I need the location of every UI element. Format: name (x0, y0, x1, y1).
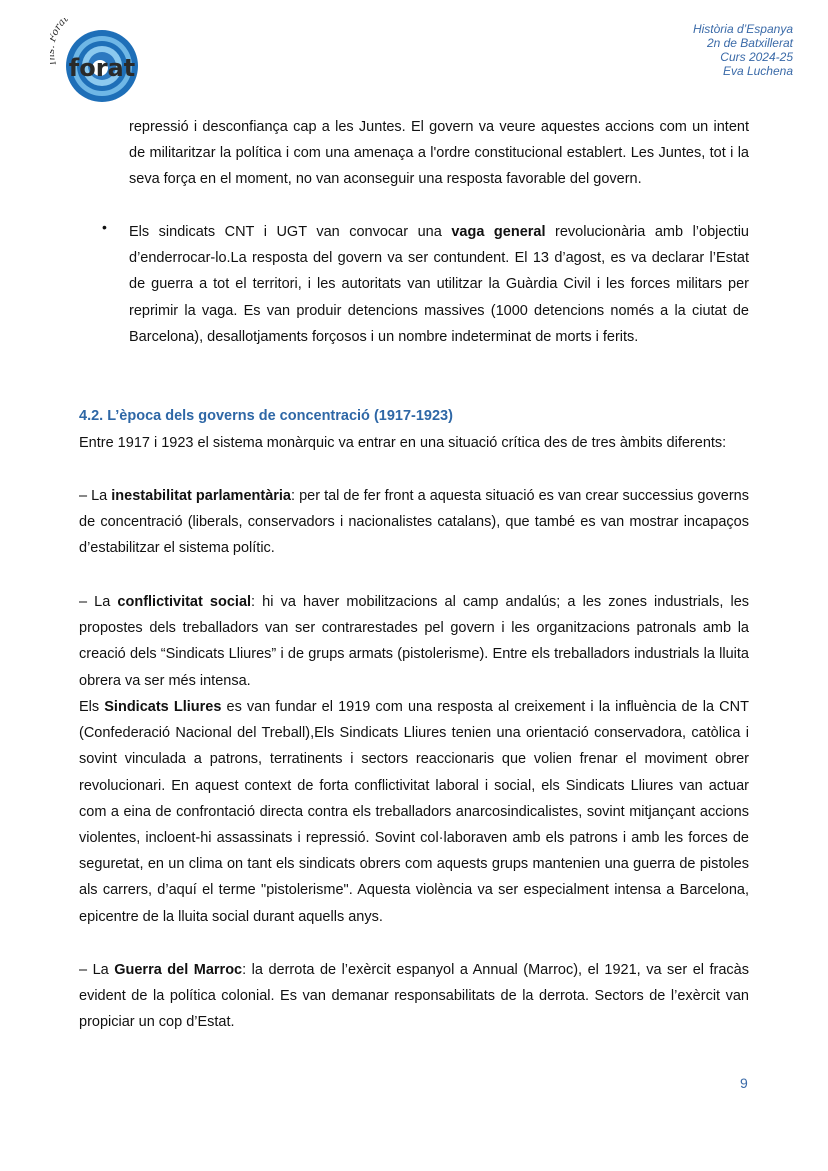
sindicats-pre: Els (79, 699, 105, 715)
intro-paragraph: Entre 1917 i 1923 el sistema monàrquic va entrar en una situació crítica des de tres àmbits diferents: (79, 435, 727, 451)
bullet-text-pre: Els sindicats CNT i UGT van convocar una (129, 224, 452, 240)
bullet-paragraph (129, 219, 749, 350)
sindicats-lliures-paragraph (79, 694, 749, 930)
item-parliamentary-instability (79, 483, 749, 562)
bullet-text-post: revolucionària amb l’objectiu d’enderrocar-lo.La resposta del govern va ser contundent. El 13 d’agost, es va declarar l’Estat de guerra a tot el territori, i les autoritats van utilitzar la Guàrdia Civil i les forces militars per reprimir la vaga. Es van produir detencions massives (1000 detencions només a la ciutat de Barcelona), desallotjaments forçosos i un nombre indeterminat de morts i ferits. (129, 224, 749, 345)
sindicats-bold: Sindicats Lliures (104, 699, 222, 715)
sindicats-post: es van fundar el 1919 com una resposta al creixement i la influència de la CNT (Confederació Nacional del Treball),Els Sindicats Lliures tenien una orientació conservadora, catòlica i sovint vinculada a patrons, terratinents i sectors reaccionaris que volien frenar el moviment obrer revolucionari. En aquest context de forta conflictivitat laboral i social, els Sindicats Lliures van actuar com a eina de confrontació directa contra els treballadors anarcosindicalistes, sovint mitjançant accions violentes, incloent-hi assassinats i repressió. Sovint col·laboraven amb els patrons i amb les forces de seguretat, en un clima on tant els sindicats obrers com aquests grups mantenien una guerra de pistoles als carrers, d’aquí el terme "pistolerisme". Aquesta violència va ser especialment intensa a Barcelona, epicentre de la lluita social durant aquells anys. (79, 699, 749, 925)
header-course: Història d’Espanya (692, 22, 793, 36)
header-level: 2n de Batxillerat (706, 36, 793, 50)
school-logo (50, 18, 142, 104)
document-header (693, 22, 793, 78)
page-number: 9 (740, 1075, 748, 1091)
logo-arc-textpath: orat (50, 18, 71, 38)
item3-bold: Guerra del Marroc (114, 962, 243, 978)
item1-bold: inestabilitat parlamentària (111, 488, 291, 504)
item-social-conflict (79, 589, 749, 694)
logo-mark-text: forat (68, 54, 136, 82)
continued-paragraph: repressió i desconfiança cap a les Juntes. El govern va veure aquestes accions com un intent de militaritzar la política i com una amenaça a l'ordre constitucional establert. Les Juntes, tot i la seva força en el moment, no van aconseguir una resposta favorable del govern. (129, 119, 749, 188)
item1-pre: – La (79, 488, 112, 504)
bullet-text-bold: vaga general (451, 224, 546, 240)
header-author: Eva Luchena (722, 64, 793, 78)
item2-pre: – La (79, 594, 118, 610)
section-heading: 4.2. L’època dels governs de concentració (1917-1923) (79, 408, 453, 424)
header-year: Curs 2024-25 (720, 50, 793, 64)
item-morocco-war (79, 957, 749, 1036)
item3-pre: – La (79, 962, 115, 978)
school-logo-graphic (50, 18, 142, 104)
item2-bold: conflictivitat social (117, 594, 252, 610)
bullet-marker: • (102, 219, 107, 235)
item2-post: : hi va haver mobilitzacions al camp andalús; a les zones industrials, les propostes dels treballadors van ser contrarestades pel govern i les organitzacions patronals amb la creació dels “Sindicats Lliures” i de grups armats (pistolerisme). Entre els treballadors industrials la lluita obrera va ser més intensa. (79, 594, 750, 689)
item1-post: : per tal de fer front a aquesta situació es van crear successius governs de concentració (liberals, conservadors i nacionalistes catalans), que també es van mostrar incapaços d’estabilitzar el sistema polític. (79, 488, 749, 557)
item3-post: : la derrota de l’exèrcit espanyol a Annual (Marroc), el 1921, va ser el fracàs evident de la política colonial. Es van demanar responsabilitats de la derrota. Sectors de l’exèrcit van propiciar un cop d’Estat. (79, 962, 749, 1031)
